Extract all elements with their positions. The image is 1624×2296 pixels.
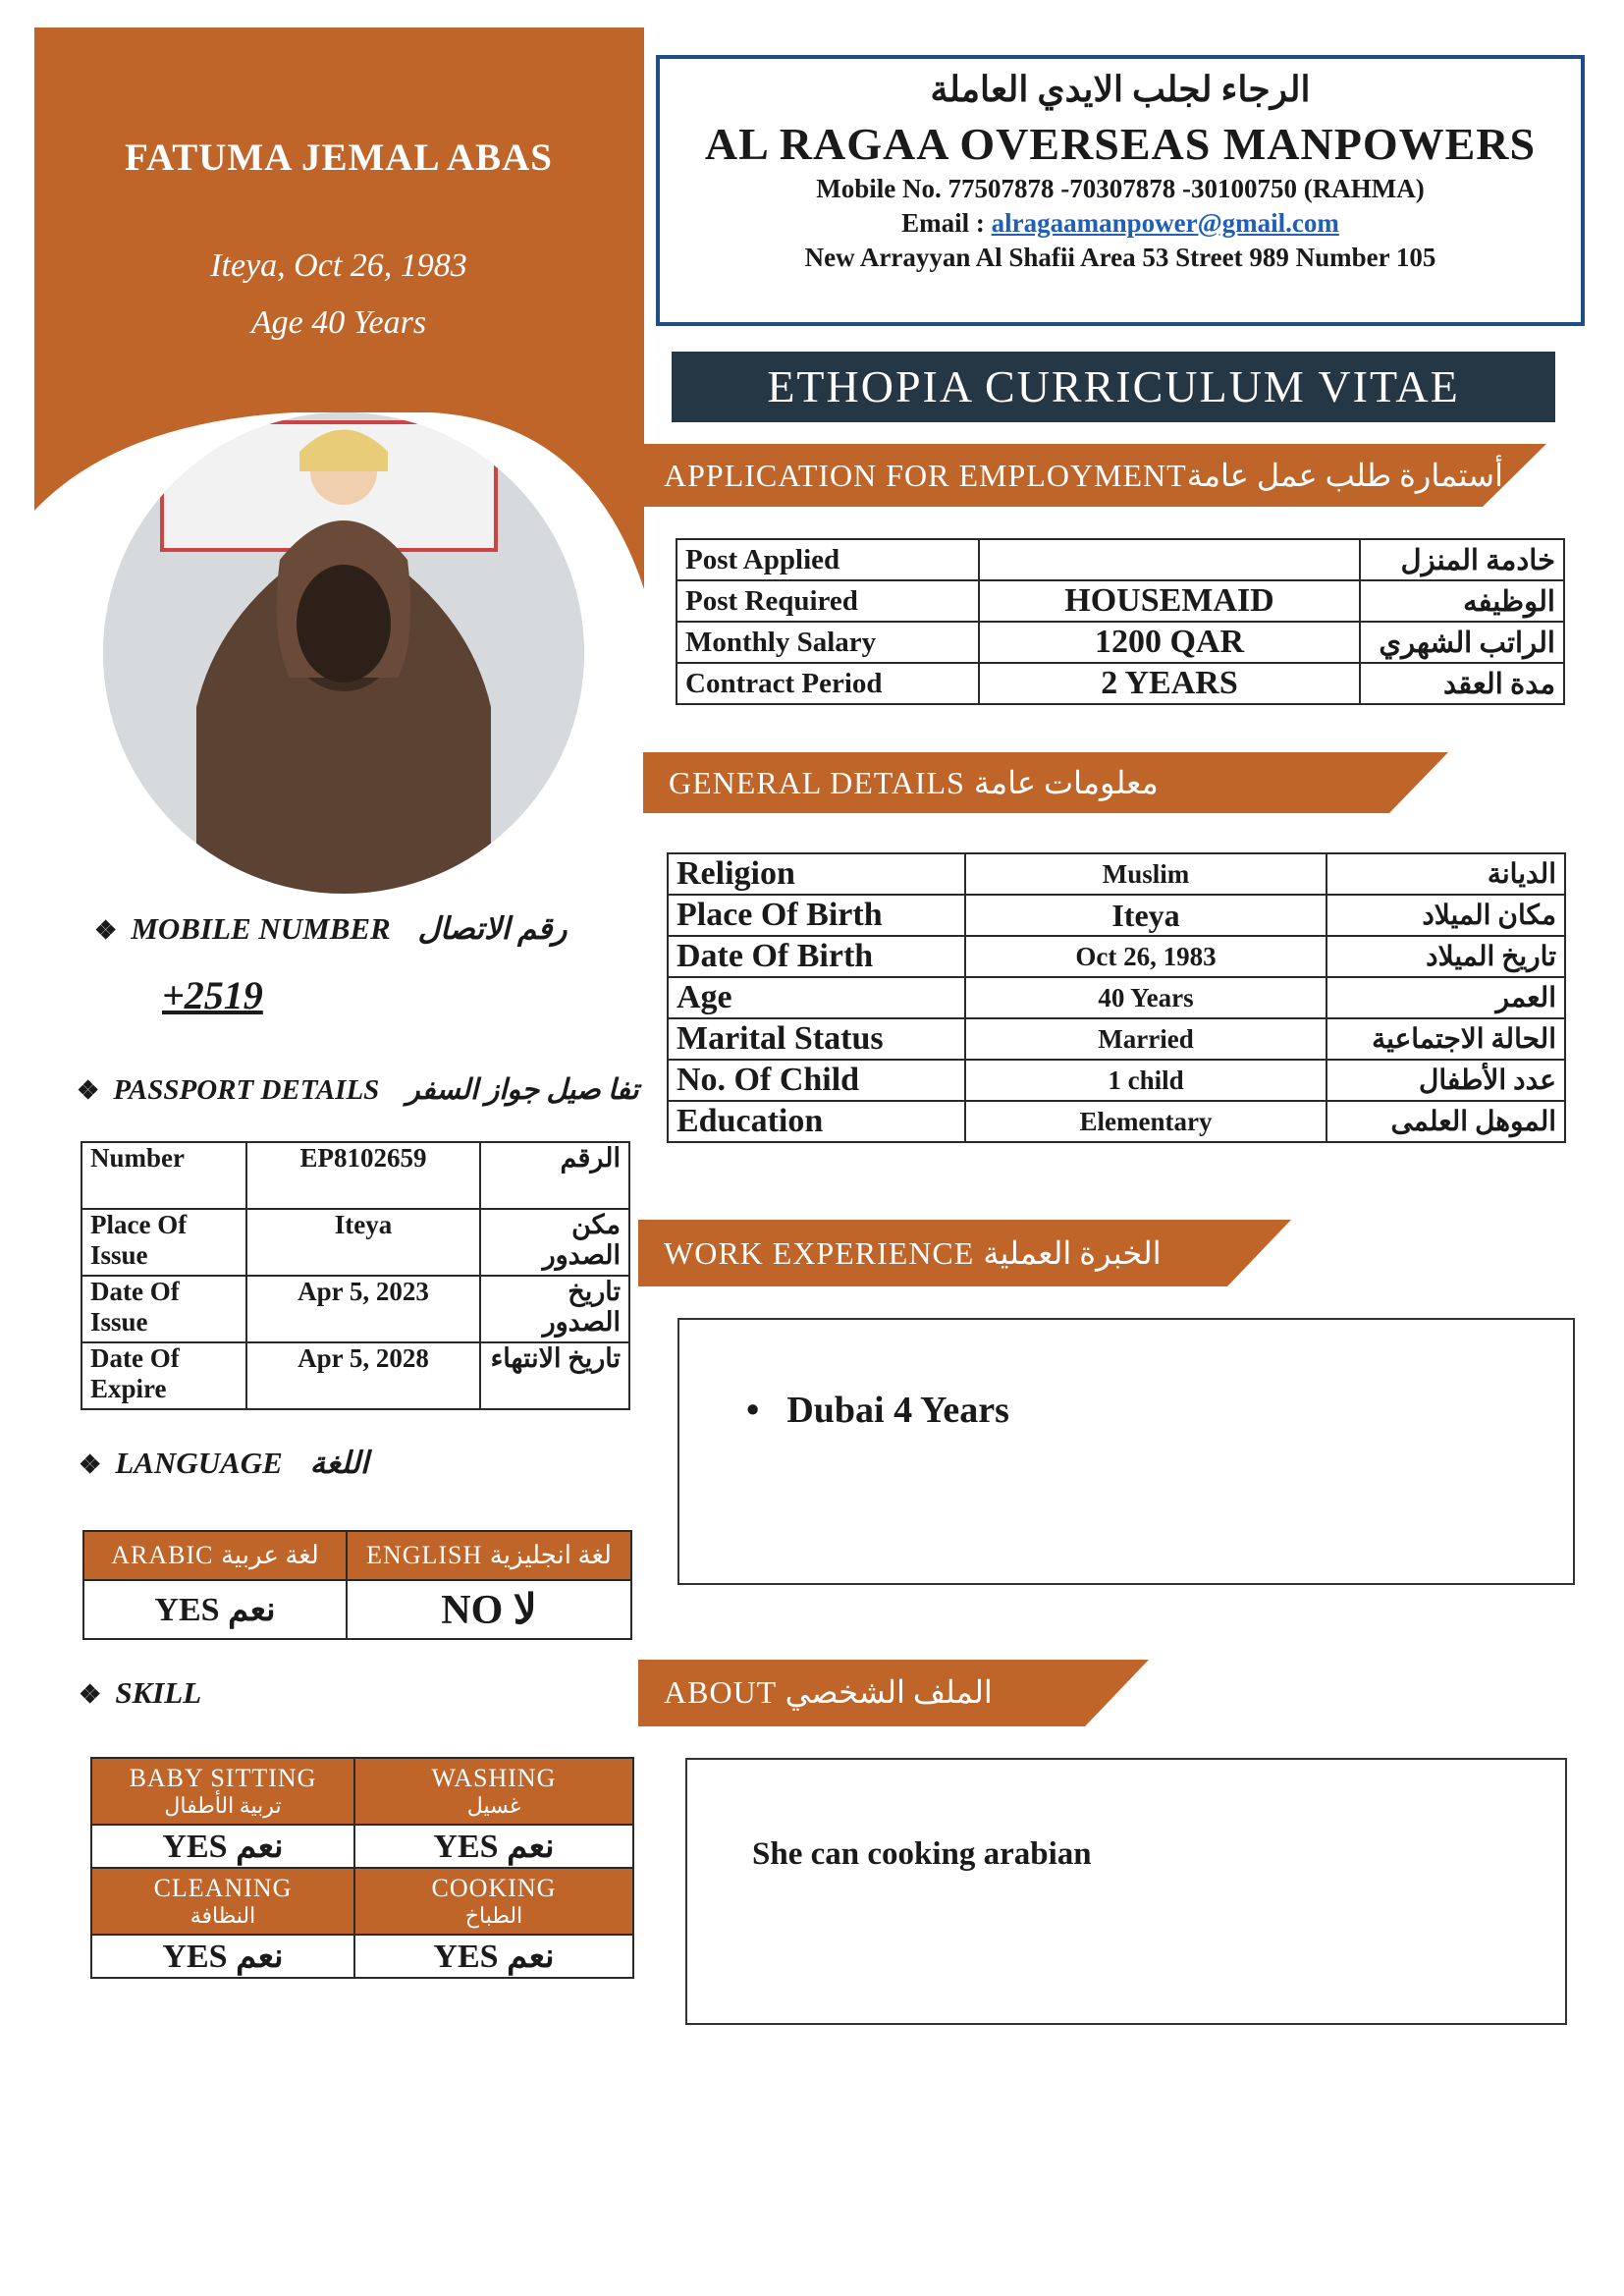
table-cell-label: Date Of Birth [668, 936, 965, 977]
table-cell-label: No. Of Child [668, 1060, 965, 1101]
skill-header-cleaning [91, 1868, 354, 1935]
skill-name-arabic: تربية الأطفال [164, 1793, 282, 1818]
diamond-bullet-icon: ❖ [77, 1076, 100, 1105]
table-cell-value: EP8102659 [246, 1142, 480, 1209]
skill-value: YES نعم [354, 1825, 633, 1868]
table-row [91, 1935, 633, 1978]
skill-name: COOKING [431, 1874, 557, 1902]
candidate-age: Age 40 Years [250, 304, 427, 341]
table-cell-value: 1200 QAR [979, 622, 1360, 663]
skill-name-arabic: النظافة [189, 1903, 256, 1928]
table-row [83, 1531, 631, 1580]
language-label: LANGUAGE [115, 1446, 283, 1480]
table-cell-arabic: مكان الميلاد [1326, 895, 1565, 936]
table-cell-label: Age [668, 977, 965, 1018]
table-row [81, 1276, 629, 1342]
work-banner: WORK EXPERIENCE الخبرة العملية [664, 1235, 1162, 1271]
table-row [677, 622, 1564, 663]
table-row [668, 1101, 1565, 1142]
table-row [668, 1018, 1565, 1060]
about-banner: ABOUT الملف الشخصي [664, 1674, 993, 1710]
table-cell-value: Iteya [246, 1209, 480, 1276]
table-cell-value: Oct 26, 1983 [965, 936, 1326, 977]
table-cell-label: Post Applied [677, 539, 979, 580]
company-email-link[interactable]: alragaamanpower@gmail.com [991, 208, 1339, 238]
application-banner: APPLICATION FOR EMPLOYMENTأستمارة طلب عمل عامة [664, 458, 1503, 493]
skill-name-arabic: غسيل [466, 1793, 521, 1818]
table-row [677, 539, 1564, 580]
table-cell-arabic: تاريخ الميلاد [1326, 936, 1565, 977]
table-cell-label: Post Required [677, 580, 979, 622]
skill-name-arabic: الطباخ [464, 1903, 523, 1928]
language-english-value: NO لا [347, 1580, 631, 1639]
passport-table [81, 1141, 630, 1410]
about-text: She can cooking arabian [752, 1836, 1092, 1872]
table-row [83, 1580, 631, 1639]
table-cell-value: 40 Years [965, 977, 1326, 1018]
table-cell-label: Place Of Birth [668, 895, 965, 936]
table-row [91, 1825, 633, 1868]
mobile-number: +2519 [162, 973, 263, 1017]
passport-label: PASSPORT DETAILS [113, 1074, 380, 1106]
candidate-birth: Iteya, Oct 26, 1983 [210, 247, 467, 284]
language-label-arabic: اللغة [309, 1446, 369, 1480]
table-row [81, 1209, 629, 1276]
work-experience-item: Dubai 4 Years [786, 1390, 1009, 1431]
about-box [685, 1758, 1567, 2025]
diamond-bullet-icon: ❖ [79, 1680, 102, 1709]
table-cell-value: Apr 5, 2023 [246, 1276, 480, 1342]
table-cell-label: Date Of Issue [81, 1276, 246, 1342]
passport-section-label [77, 1072, 639, 1107]
language-section-label [79, 1446, 368, 1481]
language-arabic-value: YES نعم [83, 1580, 347, 1639]
skill-value: YES نعم [91, 1825, 354, 1868]
table-row [91, 1758, 633, 1825]
table-row [668, 895, 1565, 936]
general-banner: GENERAL DETAILS معلومات عامة [669, 765, 1159, 800]
table-row [81, 1342, 629, 1409]
table-cell-value: 2 YEARS [979, 663, 1360, 704]
table-cell-arabic: تاريخ الصدور [480, 1276, 629, 1342]
table-cell-arabic: مكن الصدور [480, 1209, 629, 1276]
table-cell-label: Monthly Salary [677, 622, 979, 663]
table-row [81, 1142, 629, 1209]
table-cell-label: Number [81, 1142, 246, 1209]
company-address: New Arrayyan Al Shafii Area 53 Street 989 Number 105 [804, 243, 1436, 272]
table-cell-arabic: العمر [1326, 977, 1565, 1018]
table-cell-arabic: تاريخ الانتهاء [480, 1342, 629, 1409]
company-mobile: Mobile No. 77507878 -70307878 -30100750 (RAHMA) [816, 174, 1425, 203]
company-header [656, 55, 1585, 326]
work-experience-box [677, 1318, 1575, 1585]
bullet-icon: • [746, 1390, 760, 1431]
language-table [82, 1530, 632, 1640]
table-cell-label: Religion [668, 853, 965, 895]
table-row [91, 1868, 633, 1935]
table-cell-arabic: الوظيفه [1360, 580, 1564, 622]
table-cell-label: Education [668, 1101, 965, 1142]
skill-name: CLEANING [153, 1874, 293, 1902]
list-item [746, 1389, 1009, 1432]
candidate-photo [103, 412, 584, 894]
skill-value: YES نعم [91, 1935, 354, 1978]
table-cell-value: HOUSEMAID [979, 580, 1360, 622]
table-cell-value: Muslim [965, 853, 1326, 895]
skill-name: BABY SITTING [129, 1764, 317, 1792]
skill-header-cooking [354, 1868, 633, 1935]
mobile-section-label [94, 911, 567, 947]
table-cell-arabic: الموهل العلمى [1326, 1101, 1565, 1142]
table-cell-arabic: الراتب الشهري [1360, 622, 1564, 663]
mobile-label-arabic: رقم الاتصال [417, 911, 568, 946]
table-row [668, 853, 1565, 895]
table-cell-arabic: الحالة الاجتماعية [1326, 1018, 1565, 1060]
table-cell-label: Place Of Issue [81, 1209, 246, 1276]
table-cell-value: Married [965, 1018, 1326, 1060]
table-cell-value: Elementary [965, 1101, 1326, 1142]
table-cell-label: Date Of Expire [81, 1342, 246, 1409]
table-cell-value: Iteya [965, 895, 1326, 936]
table-row [668, 977, 1565, 1018]
company-email-label: Email : [901, 208, 985, 238]
company-email-line [660, 208, 1581, 239]
table-row [677, 580, 1564, 622]
table-cell-value [979, 539, 1360, 580]
table-cell-arabic: خادمة المنزل [1360, 539, 1564, 580]
skill-header-washing [354, 1758, 633, 1825]
table-cell-value: 1 child [965, 1060, 1326, 1101]
skill-section-label [79, 1675, 201, 1711]
diamond-bullet-icon: ❖ [79, 1450, 102, 1479]
general-table [667, 852, 1566, 1143]
table-cell-label: Marital Status [668, 1018, 965, 1060]
table-cell-arabic: الديانة [1326, 853, 1565, 895]
skill-table [90, 1757, 634, 1979]
skill-value: YES نعم [354, 1935, 633, 1978]
company-name: AL RAGAA OVERSEAS MANPOWERS [704, 119, 1537, 169]
mobile-label: MOBILE NUMBER [131, 911, 391, 946]
application-table [676, 538, 1565, 705]
language-english-header: ENGLISH لغة انجليزية [347, 1531, 631, 1580]
table-cell-value: Apr 5, 2028 [246, 1342, 480, 1409]
table-cell-arabic: عدد الأطفال [1326, 1060, 1565, 1101]
table-cell-arabic: مدة العقد [1360, 663, 1564, 704]
table-cell-arabic: الرقم [480, 1142, 629, 1209]
company-arabic-name: الرجاء لجلب الايدي العاملة [930, 70, 1311, 109]
skill-name: WASHING [431, 1764, 557, 1792]
table-cell-label: Contract Period [677, 663, 979, 704]
table-row [668, 1060, 1565, 1101]
skill-header-baby-sitting [91, 1758, 354, 1825]
candidate-name: FATUMA JEMAL ABAS [125, 137, 553, 179]
diamond-bullet-icon: ❖ [94, 916, 118, 945]
table-row [677, 663, 1564, 704]
cv-title: ETHOPIA CURRICULUM VITAE [672, 352, 1555, 422]
skill-label: SKILL [115, 1675, 202, 1710]
language-arabic-header: ARABIC لغة عربية [83, 1531, 347, 1580]
table-row [668, 936, 1565, 977]
passport-label-arabic: تفا صيل جواز السفر [406, 1074, 639, 1106]
